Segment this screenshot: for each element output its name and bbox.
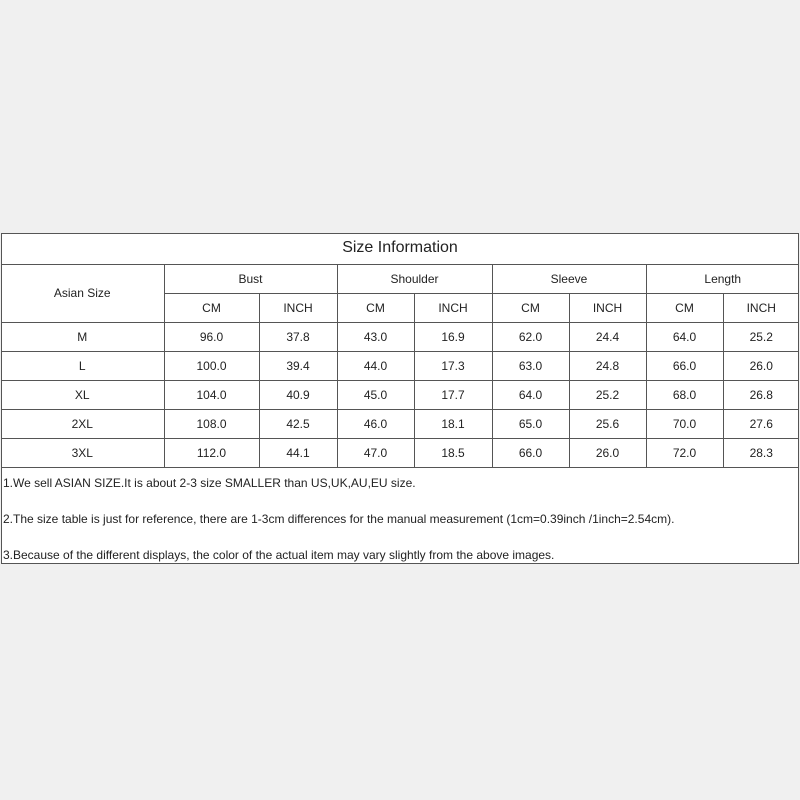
table-cell: 26.0 [569, 438, 646, 467]
table-row [1, 438, 799, 467]
table-cell: 100.0 [164, 351, 259, 380]
table-cell: 45.0 [337, 380, 414, 409]
table-cell: 25.2 [569, 380, 646, 409]
table-cell: 64.0 [646, 322, 723, 351]
note-measurement: 2.The size table is just for reference, there are 1-3cm differences for the manual measurement (1cm=0.39inch /1inch=2.54cm). [3, 512, 675, 526]
size-chart-sheet [1, 233, 799, 564]
table-cell: 44.0 [337, 351, 414, 380]
table-cell: 66.0 [492, 438, 569, 467]
table-cell: 24.8 [569, 351, 646, 380]
table-cell: 28.3 [723, 438, 799, 467]
size-notes [2, 474, 798, 582]
group-header-shoulder: Shoulder [337, 264, 492, 293]
table-cell: 104.0 [164, 380, 259, 409]
table-cell: 70.0 [646, 409, 723, 438]
unit-header-cm: CM [164, 293, 259, 322]
table-cell: 63.0 [492, 351, 569, 380]
unit-header-cm: CM [646, 293, 723, 322]
table-cell: 46.0 [337, 409, 414, 438]
unit-header-inch: INCH [259, 293, 337, 322]
table-cell: 47.0 [337, 438, 414, 467]
unit-header-inch: INCH [723, 293, 799, 322]
size-table [1, 233, 799, 468]
table-cell: 66.0 [646, 351, 723, 380]
table-cell: 27.6 [723, 409, 799, 438]
table-cell: 26.0 [723, 351, 799, 380]
table-cell: 37.8 [259, 322, 337, 351]
asian-size-header: Asian Size [1, 264, 164, 322]
size-label: XL [1, 380, 164, 409]
title-row [1, 233, 799, 264]
table-cell: 112.0 [164, 438, 259, 467]
table-row [1, 380, 799, 409]
table-cell: 108.0 [164, 409, 259, 438]
unit-header-cm: CM [337, 293, 414, 322]
table-cell: 25.6 [569, 409, 646, 438]
table-cell: 39.4 [259, 351, 337, 380]
table-cell: 18.5 [414, 438, 492, 467]
table-cell: 96.0 [164, 322, 259, 351]
unit-header-inch: INCH [414, 293, 492, 322]
unit-header-cm: CM [492, 293, 569, 322]
table-cell: 40.9 [259, 380, 337, 409]
table-cell: 16.9 [414, 322, 492, 351]
table-cell: 26.8 [723, 380, 799, 409]
table-cell: 25.2 [723, 322, 799, 351]
group-header-row [1, 264, 799, 293]
table-row [1, 409, 799, 438]
size-label: 3XL [1, 438, 164, 467]
note-color: 3.Because of the different displays, the color of the actual item may vary slightly from the above images. [3, 548, 555, 562]
table-title: Size Information [1, 233, 799, 264]
table-cell: 72.0 [646, 438, 723, 467]
unit-header-inch: INCH [569, 293, 646, 322]
group-header-length: Length [646, 264, 799, 293]
table-cell: 18.1 [414, 409, 492, 438]
table-cell: 44.1 [259, 438, 337, 467]
group-header-sleeve: Sleeve [492, 264, 646, 293]
table-cell: 24.4 [569, 322, 646, 351]
size-label: M [1, 322, 164, 351]
table-cell: 62.0 [492, 322, 569, 351]
table-cell: 17.3 [414, 351, 492, 380]
table-row [1, 351, 799, 380]
note-asian-size: 1.We sell ASIAN SIZE.It is about 2-3 size SMALLER than US,UK,AU,EU size. [3, 476, 416, 490]
group-header-bust: Bust [164, 264, 337, 293]
table-cell: 68.0 [646, 380, 723, 409]
table-row [1, 322, 799, 351]
table-cell: 64.0 [492, 380, 569, 409]
table-cell: 65.0 [492, 409, 569, 438]
table-cell: 43.0 [337, 322, 414, 351]
table-cell: 42.5 [259, 409, 337, 438]
size-label: L [1, 351, 164, 380]
size-label: 2XL [1, 409, 164, 438]
table-cell: 17.7 [414, 380, 492, 409]
